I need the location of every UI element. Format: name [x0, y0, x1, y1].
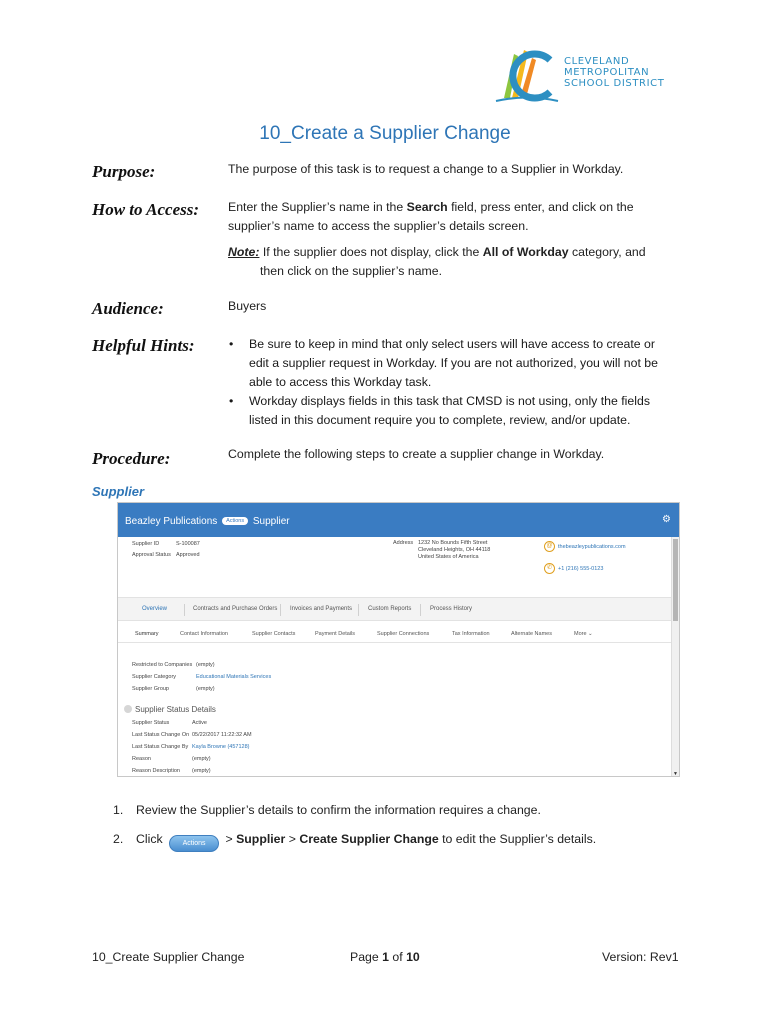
footer-page-number [350, 950, 420, 964]
step-sep: > [285, 832, 300, 846]
audience-label: Audience: [92, 299, 164, 318]
address-line: Cleveland Heights, OH 44118 [418, 547, 491, 553]
step-text: to edit the Supplier’s details. [438, 832, 597, 846]
status-row [132, 719, 207, 727]
hints-list [228, 335, 678, 430]
field-value: (empty) [196, 686, 215, 692]
subtab-tax-info[interactable]: Tax Information [452, 631, 490, 637]
logo-text [564, 56, 664, 89]
purpose-text: The purpose of this task is to request a change to a Supplier in Workday. [228, 162, 624, 176]
sub-tabs [118, 629, 672, 643]
address-label: Address [393, 540, 414, 546]
subtab-contact-info[interactable]: Contact Information [180, 631, 228, 637]
status-section-title [124, 705, 216, 714]
screenshot-header [118, 503, 679, 537]
status-label: Reason [132, 756, 151, 762]
supplier-id-label: Supplier ID [132, 541, 160, 547]
field-value: (empty) [196, 662, 215, 668]
access-label: How to Access: [92, 200, 200, 219]
tab-process-history[interactable]: Process History [430, 606, 473, 612]
tab-contracts[interactable]: Contracts and Purchase Orders [193, 606, 278, 612]
note-text-bold: All of Workday [482, 245, 569, 259]
logo-line-1: CLEVELAND [564, 56, 630, 67]
subtab-supplier-connections[interactable]: Supplier Connections [377, 631, 430, 637]
logo-line-3: SCHOOL DISTRICT [564, 78, 665, 89]
tab-overview[interactable]: Overview [142, 606, 168, 612]
note-text-a: If the supplier does not display, click the [259, 245, 483, 259]
page-total: 10 [406, 950, 420, 964]
step-number: 2. [113, 832, 124, 846]
subtab-supplier-contacts[interactable]: Supplier Contacts [252, 631, 296, 637]
access-note-line2: then click on the supplier’s name. [260, 264, 443, 278]
field-row [132, 661, 215, 669]
purpose-label: Purpose: [92, 162, 156, 181]
logo-line-2: METROPOLITAN [564, 67, 650, 78]
document-title: 10_Create a Supplier Change [259, 123, 511, 144]
access-note [228, 243, 678, 262]
hints-label: Helpful Hints: [92, 336, 195, 355]
step-text: Review the Supplier’s details to confirm the information requires a change. [136, 803, 541, 817]
supplier-subheading: Supplier [92, 484, 145, 499]
status-label: Last Status Change By [132, 744, 189, 750]
approval-value: Approved [176, 552, 200, 558]
bullet-icon: • [229, 337, 234, 351]
cmsd-logo [492, 46, 682, 106]
collapse-icon[interactable] [124, 705, 132, 713]
step-bold: Supplier [236, 832, 286, 846]
page-text: of [388, 950, 407, 964]
screenshot-title [125, 516, 290, 527]
address-line: 1232 No Bounds Fifth Street [418, 540, 488, 546]
field-label: Supplier Group [132, 686, 169, 692]
field-row [132, 673, 271, 681]
screenshot-scrollbar[interactable] [671, 537, 679, 777]
cmsd-emblem-icon [492, 46, 562, 106]
subtab-payment-details[interactable]: Payment Details [315, 631, 356, 637]
contact-phone[interactable] [544, 563, 603, 574]
supplier-id-row [132, 540, 200, 548]
phone-icon: ✆ [544, 563, 555, 574]
main-tabs [118, 597, 672, 621]
access-text-b: field, press enter, and click on the supplier’s name to access the supplier’s details screen. [228, 200, 634, 233]
supplier-id-value: S-100087 [176, 541, 200, 547]
title-suffix: Supplier [252, 516, 290, 527]
status-row [132, 755, 211, 763]
actions-pill[interactable]: Actions [222, 517, 248, 525]
procedure-label: Procedure: [92, 449, 171, 468]
page-text: Page [350, 950, 383, 964]
footer-version: Version: Rev1 [602, 950, 679, 964]
note-label: Note: [228, 245, 260, 259]
status-section-text: Supplier Status Details [135, 705, 216, 714]
supplier-screenshot [117, 502, 680, 777]
step-text: Click [136, 832, 163, 846]
address-line: United States of America [418, 554, 479, 560]
tab-custom-reports[interactable]: Custom Reports [368, 606, 412, 612]
address-block [393, 540, 491, 561]
supplier-name: Beazley Publications [125, 516, 218, 527]
status-label: Supplier Status [132, 720, 170, 726]
tab-invoices[interactable]: Invoices and Payments [290, 606, 353, 612]
field-value[interactable]: Educational Materials Services [196, 674, 272, 680]
field-label: Supplier Category [132, 674, 177, 680]
status-label: Last Status Change On [132, 732, 190, 738]
hint-item [228, 335, 678, 392]
access-text-a: Enter the Supplier’s name in the [228, 200, 407, 214]
scrollbar-thumb[interactable] [673, 539, 678, 621]
contact-email[interactable] [544, 541, 626, 552]
approval-label: Approval Status [132, 552, 171, 558]
field-label: Restricted to Companies [132, 662, 193, 668]
procedure-text: Complete the following steps to create a supplier change in Workday. [228, 447, 605, 461]
status-value: 05/22/2017 11:22:32 AM [192, 732, 252, 738]
email-icon: @ [544, 541, 555, 552]
subtab-more[interactable]: More ⌄ [574, 631, 593, 637]
approval-row [132, 551, 200, 559]
step-1 [113, 803, 541, 817]
bullet-icon: • [229, 394, 234, 408]
subtab-alternate-names[interactable]: Alternate Names [511, 631, 552, 637]
step-sep: > [222, 832, 237, 846]
status-value: (empty) [192, 768, 211, 774]
status-value[interactable]: Kayla Browne (457128) [192, 744, 250, 750]
subtab-summary[interactable]: Summary [135, 631, 159, 637]
scroll-down-icon[interactable]: ▼ [673, 771, 678, 777]
status-row [132, 731, 252, 739]
hint-text: Be sure to keep in mind that only select users will have access to create or edit a supplier request in Workday. If you are not authorized, you will not be able to access this Workday task. [249, 337, 658, 389]
access-text-bold: Search [406, 200, 448, 214]
hint-text: Workday displays fields in this task that CMSD is not using, only the fields listed in this document require you to complete, review, and/or update. [249, 394, 650, 427]
field-row [132, 685, 215, 693]
step-number: 1. [113, 803, 124, 817]
audience-text: Buyers [228, 299, 267, 313]
note-text-b: category, and [568, 245, 646, 259]
email-text: thebeazleypublications.com [558, 543, 626, 550]
phone-text: +1 (216) 555-0123 [558, 565, 604, 572]
gear-icon[interactable]: ⚙ [662, 514, 671, 525]
access-text [228, 198, 678, 236]
page-num: 1 [382, 950, 389, 964]
step-bold: Create Supplier Change [299, 832, 439, 846]
status-label: Reason Description [132, 768, 180, 774]
status-row [132, 743, 249, 751]
footer-doc-name: 10_Create Supplier Change [92, 950, 245, 964]
hint-item [228, 392, 678, 430]
status-value: (empty) [192, 756, 211, 762]
step-2 [113, 832, 596, 852]
status-row [132, 767, 211, 775]
status-value: Active [192, 720, 207, 726]
actions-button[interactable]: Actions [169, 835, 219, 852]
